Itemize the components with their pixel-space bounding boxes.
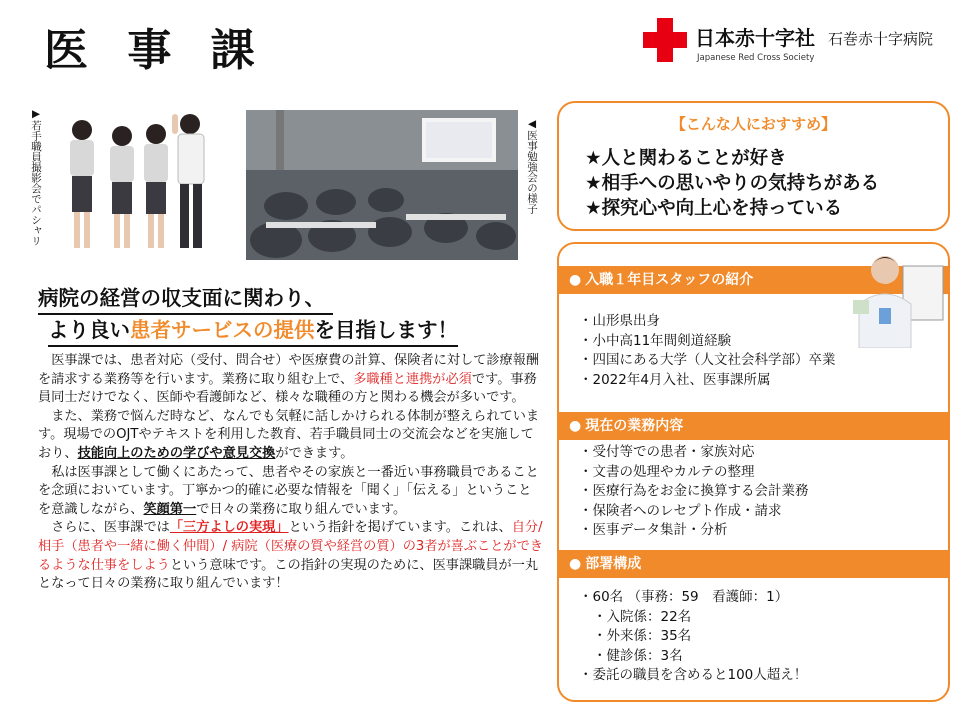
list-item: ・健診係：3名: [593, 647, 683, 664]
staff-intro-header: ● 入職１年目スタッフの紹介: [559, 266, 948, 294]
study-session-photo: [246, 110, 518, 260]
headline-line1: 病院の経営の収支面に関わり、: [38, 283, 333, 315]
paragraph-1: 医事課では、患者対応（受付、問合せ）や医療費の計算、保険者に対して診療報酬を請求する業務等を行います。業務に取り組む上で、多職種と連携が必須です。事務員同士だけでなく、医師や看護師など、様々な職種の方と関わる機会が多いです。: [38, 353, 540, 406]
info-box: [557, 242, 950, 702]
paragraph-4: さらに、医事課では「三方よしの実現」という指針を掲げています。これは、自分/ 相手（患者や一緒に働く仲間）/ 病院（医療の質や経営の質）の3者が喜ぶことができるような仕事をしようという意味です。この指針の実現のために、医事課職員が一丸となって日々の業務に取り組んでいます！: [38, 520, 543, 592]
list-item: ・60名 （事務：59 看護師：1）: [579, 589, 789, 605]
photo1-caption: ▶若手職員撮影会でパシャリ: [30, 108, 42, 246]
red-cross-icon: [643, 18, 687, 62]
headline: [38, 283, 458, 347]
recommend-title: 【こんな人におすすめ】: [670, 115, 837, 133]
duties-list: [579, 443, 809, 541]
recommend-item: ★相手への思いやりの気持ちがある: [585, 173, 880, 194]
duties-header: ● 現在の業務内容: [559, 412, 948, 440]
paragraph-3: 私は医事課として働くにあたって、患者やその家族と一番近い事務職員であることを念頭においています。丁寧かつ的確に必要な情報を「聞く」「伝える」ということを意識しながら、笑顔第一で日々の業務に取り組んでいます。: [38, 464, 539, 517]
org-name-jp: 日本赤十字社: [695, 26, 815, 50]
paragraph-2: また、業務で悩んだ時など、なんでも気軽に話しかけられる体制が整えられています。現場でのOJTやテキストを利用した教育、若手職員同士の交流会などを実施しており、技能向上のための学びや意見交換ができます。: [38, 408, 540, 461]
list-item: ・医療行為をお金に換算する会計業務: [579, 483, 809, 500]
recommend-list: [585, 146, 948, 221]
list-item: ・文書の処理やカルテの整理: [579, 463, 755, 480]
headline-line2: より良い患者サービスの提供を目指します！: [48, 315, 458, 347]
recommend-box: [557, 101, 950, 231]
recommend-item: ★探究心や向上心を持っている: [585, 198, 843, 219]
recommend-item: ★人と関わることが好き: [585, 148, 787, 169]
hospital-name: 石巻赤十字病院: [828, 30, 934, 48]
page-title: 医 事 課: [44, 25, 267, 76]
red-cross-logo: [643, 18, 943, 68]
list-item: ・入院係：22名: [593, 608, 692, 625]
department-header: ● 部署構成: [559, 550, 948, 578]
list-item: ・2022年4月入社、医事課所属: [579, 371, 771, 388]
body-text: [38, 352, 543, 594]
list-item: ・受付等での患者・家族対応: [579, 444, 755, 460]
photo2-caption: ◀医事勉強会の様子: [526, 118, 538, 214]
list-item: ・保険者へのレセプト作成・請求: [579, 502, 782, 519]
org-name-en: Japanese Red Cross Society: [697, 53, 815, 63]
list-item: ・山形県出身: [579, 313, 660, 329]
headline-highlight: 患者サービスの提供: [130, 318, 315, 342]
staff-group-photo: [44, 110, 234, 258]
department-list: [579, 588, 807, 686]
list-item: ・外来係：35名: [593, 628, 692, 645]
staff-portrait: [849, 248, 947, 348]
list-item: ・四国にある大学（人文社会科学部）卒業: [579, 352, 836, 369]
list-item: ・小中高11年間剣道経験: [579, 332, 732, 349]
staff-intro-list: [579, 312, 836, 390]
list-item: ・医事データ集計・分析: [579, 522, 728, 539]
list-item: ・委託の職員を含めると100人超え！: [579, 667, 808, 684]
